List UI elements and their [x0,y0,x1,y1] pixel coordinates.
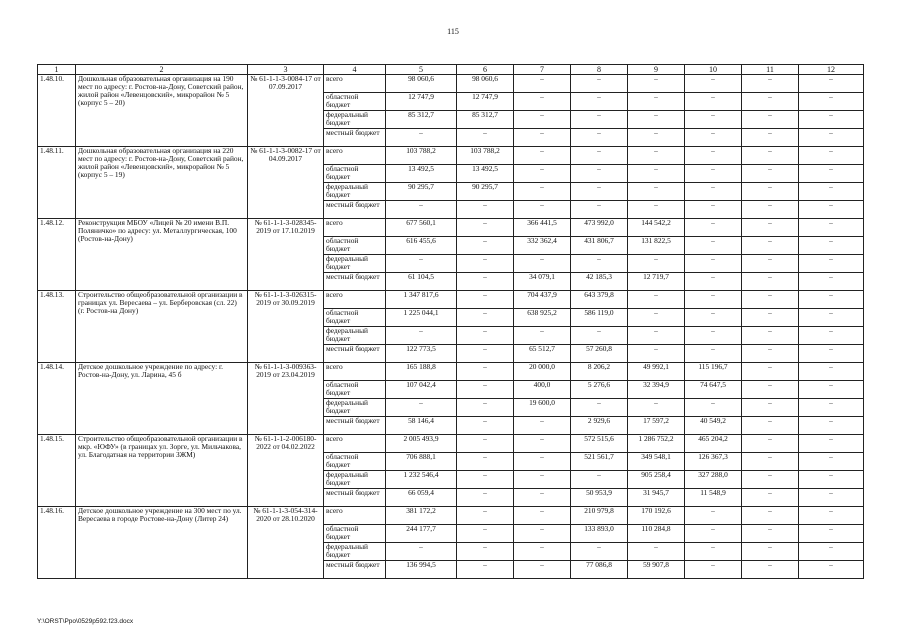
value-cell: – [571,183,628,201]
column-header: 2 [76,65,248,75]
value-cell: – [799,147,864,165]
value-cell: – [799,381,864,399]
column-header: 5 [386,65,457,75]
column-header: 9 [628,65,685,75]
value-cell: – [571,543,628,561]
funding-source: областной бюджет [324,381,386,399]
value-cell: – [685,291,742,309]
value-cell: 170 192,6 [628,507,685,525]
value-cell: – [386,399,457,417]
value-cell: – [571,201,628,219]
value-cell: 1 225 044,1 [386,309,457,327]
value-cell: 1 347 817,6 [386,291,457,309]
value-cell: 32 394,9 [628,381,685,399]
value-cell: – [571,75,628,93]
value-cell: 122 773,5 [386,345,457,363]
value-cell: – [628,291,685,309]
entry-name: Строительство общеобразовательной организации в границах ул. Вересаева – ул. Берберовская (сл. 22) (г. Ростов-на Дону) [76,291,248,363]
value-cell: – [799,111,864,129]
value-cell: 2 005 493,9 [386,435,457,453]
value-cell: – [685,309,742,327]
value-cell: – [457,237,514,255]
value-cell: – [628,255,685,273]
value-cell: – [457,507,514,525]
value-cell: 210 979,8 [571,507,628,525]
funding-source: федеральный бюджет [324,471,386,489]
entry-name: Реконструкция МБОУ «Лицей № 20 имени В.П. Поляничко» по адресу: ул. Металлургическая, 100 (Ростов-на-Дону) [76,219,248,291]
value-cell: 465 204,2 [685,435,742,453]
value-cell: – [628,147,685,165]
entry-name: Дошкольная образовательная организация на 220 мест по адресу: г. Ростов-на-Дону, Советский район, жилой район «Левенцовский», микрорайон № 5 (корпус 5 – 19) [76,147,248,219]
value-cell: – [742,237,799,255]
value-cell: – [628,93,685,111]
value-cell: 115 196,7 [685,363,742,381]
value-cell: – [799,201,864,219]
value-cell: 107 042,4 [386,381,457,399]
value-cell: – [685,75,742,93]
funding-source: всего [324,75,386,93]
value-cell: – [799,507,864,525]
value-cell: 5 276,6 [571,381,628,399]
value-cell: – [742,417,799,435]
column-header: 8 [571,65,628,75]
value-cell: 706 888,1 [386,453,457,471]
value-cell: 50 953,9 [571,489,628,507]
value-cell: – [628,201,685,219]
value-cell: – [457,525,514,543]
value-cell: – [685,165,742,183]
value-cell: – [799,471,864,489]
value-cell: 586 119,0 [571,309,628,327]
value-cell: – [742,471,799,489]
funding-source: областной бюджет [324,93,386,111]
entry-document: № 61-1-1-3-026315-2019 от 30.09.2019 [248,291,324,363]
value-cell: 66 059,4 [386,489,457,507]
value-cell: 638 925,2 [514,309,571,327]
value-cell: – [685,129,742,147]
value-cell: 98 060,6 [386,75,457,93]
value-cell: 58 146,4 [386,417,457,435]
value-cell: – [742,435,799,453]
table-row [38,75,864,93]
footer-file-path: Y:\ORST\Ppo\0529p592.f23.docx [37,618,134,625]
value-cell: – [457,543,514,561]
value-cell: 400,0 [514,381,571,399]
value-cell: 19 600,0 [514,399,571,417]
value-cell: 31 945,7 [628,489,685,507]
value-cell: – [799,525,864,543]
value-cell: – [457,399,514,417]
value-cell: 77 086,8 [571,561,628,579]
value-cell: 49 992,1 [628,363,685,381]
value-cell: – [685,525,742,543]
funding-source: областной бюджет [324,525,386,543]
value-cell: – [386,327,457,345]
value-cell: – [742,147,799,165]
column-header: 10 [685,65,742,75]
value-cell: – [742,453,799,471]
funding-source: федеральный бюджет [324,543,386,561]
value-cell: – [742,165,799,183]
value-cell: 133 893,0 [571,525,628,543]
header-row [38,65,864,75]
value-cell: – [799,309,864,327]
value-cell: 521 561,7 [571,453,628,471]
funding-source: всего [324,219,386,237]
value-cell: – [628,345,685,363]
value-cell: – [457,417,514,435]
funding-source: федеральный бюджет [324,399,386,417]
value-cell: – [571,327,628,345]
value-cell: – [514,111,571,129]
funding-source: федеральный бюджет [324,111,386,129]
value-cell: – [685,255,742,273]
value-cell: – [799,345,864,363]
value-cell: 905 258,4 [628,471,685,489]
value-cell: – [514,489,571,507]
funding-source: областной бюджет [324,309,386,327]
table-row [38,147,864,165]
value-cell: – [742,309,799,327]
value-cell: – [799,363,864,381]
value-cell: – [457,129,514,147]
value-cell: – [742,399,799,417]
value-cell: – [514,165,571,183]
value-cell: – [742,363,799,381]
value-cell: – [799,129,864,147]
value-cell: – [799,255,864,273]
column-header: 4 [324,65,386,75]
value-cell: – [514,525,571,543]
value-cell: 61 104,5 [386,273,457,291]
value-cell: – [799,543,864,561]
value-cell: – [457,489,514,507]
funding-source: областной бюджет [324,165,386,183]
funding-source: местный бюджет [324,201,386,219]
value-cell: – [514,201,571,219]
value-cell: – [628,543,685,561]
value-cell: – [685,327,742,345]
value-cell: – [457,381,514,399]
entry-number: 1.48.16. [38,507,76,579]
value-cell: 110 284,8 [628,525,685,543]
entry-number: 1.48.10. [38,75,76,147]
column-header: 12 [799,65,864,75]
value-cell: 57 260,8 [571,345,628,363]
value-cell: – [742,219,799,237]
value-cell: – [514,435,571,453]
value-cell: 165 188,8 [386,363,457,381]
value-cell: – [386,255,457,273]
value-cell: – [685,237,742,255]
value-cell: – [799,489,864,507]
value-cell: – [571,93,628,111]
entry-document: № 61-1-1-3-0082-17 от 04.09.2017 [248,147,324,219]
value-cell: – [742,129,799,147]
value-cell: – [457,561,514,579]
value-cell: – [799,273,864,291]
value-cell: 12 747,9 [386,93,457,111]
value-cell: 643 379,8 [571,291,628,309]
value-cell: – [514,327,571,345]
value-cell: 349 548,1 [628,453,685,471]
value-cell: – [457,435,514,453]
entry-document: № 61-1-1-3-0084-17 от 07.09.2017 [248,75,324,147]
value-cell: 1 232 546,4 [386,471,457,489]
value-cell: – [628,399,685,417]
column-header: 7 [514,65,571,75]
value-cell: – [514,93,571,111]
value-cell: – [571,147,628,165]
table-row [38,507,864,525]
value-cell: – [685,111,742,129]
value-cell: 90 295,7 [457,183,514,201]
value-cell: – [685,543,742,561]
column-header: 3 [248,65,324,75]
value-cell: 85 312,7 [457,111,514,129]
value-cell: – [514,255,571,273]
value-cell: – [457,219,514,237]
value-cell: – [799,75,864,93]
value-cell: – [457,255,514,273]
value-cell: 431 806,7 [571,237,628,255]
value-cell: 40 549,2 [685,417,742,435]
value-cell: – [457,309,514,327]
value-cell: 90 295,7 [386,183,457,201]
entry-number: 1.48.12. [38,219,76,291]
value-cell: – [514,471,571,489]
value-cell: 2 929,6 [571,417,628,435]
entry-document: № 61-1-1-3-054-314-2020 от 28.10.2020 [248,507,324,579]
value-cell: 74 647,5 [685,381,742,399]
entry-number: 1.48.11. [38,147,76,219]
value-cell: – [514,507,571,525]
value-cell: – [742,381,799,399]
value-cell: 42 185,3 [571,273,628,291]
value-cell: – [386,129,457,147]
table-row [38,363,864,381]
value-cell: 144 542,2 [628,219,685,237]
entry-document: № 61-1-1-2-006180-2022 от 04.02.2022 [248,435,324,507]
value-cell: 59 907,8 [628,561,685,579]
value-cell: – [685,147,742,165]
value-cell: – [799,453,864,471]
value-cell: – [799,237,864,255]
value-cell: – [742,93,799,111]
value-cell: – [628,327,685,345]
value-cell: – [457,327,514,345]
table-row [38,219,864,237]
value-cell: 98 060,6 [457,75,514,93]
column-header: 1 [38,65,76,75]
value-cell: – [628,129,685,147]
value-cell: 65 512,7 [514,345,571,363]
value-cell: – [742,273,799,291]
entry-name: Дошкольная образовательная организация на 190 мест по адресу: г. Ростов-на-Дону, Советский район, жилой район «Левенцовский», микрорайон № 5 (корпус 5 – 20) [76,75,248,147]
value-cell: 20 000,0 [514,363,571,381]
funding-source: федеральный бюджет [324,183,386,201]
value-cell: – [685,561,742,579]
value-cell: – [628,165,685,183]
value-cell: – [514,543,571,561]
entry-name: Детское дошкольное учреждение по адресу: г. Ростов-на-Дону, ул. Ларина, 45 б [76,363,248,435]
value-cell: – [799,165,864,183]
value-cell: – [457,273,514,291]
value-cell: – [799,399,864,417]
value-cell: 616 455,6 [386,237,457,255]
value-cell: 677 560,1 [386,219,457,237]
funding-source: всего [324,147,386,165]
value-cell: – [685,93,742,111]
value-cell: – [514,561,571,579]
value-cell: – [799,291,864,309]
funding-source: федеральный бюджет [324,255,386,273]
funding-source: всего [324,435,386,453]
value-cell: – [457,291,514,309]
value-cell: – [799,561,864,579]
value-cell: 103 788,2 [457,147,514,165]
value-cell: – [742,543,799,561]
funding-source: федеральный бюджет [324,327,386,345]
value-cell: – [628,111,685,129]
value-cell: – [742,345,799,363]
value-cell: – [742,201,799,219]
value-cell: – [685,345,742,363]
value-cell: – [799,417,864,435]
table-row [38,291,864,309]
value-cell: – [742,111,799,129]
funding-source: областной бюджет [324,237,386,255]
value-cell: – [742,75,799,93]
entry-number: 1.48.13. [38,291,76,363]
value-cell: – [742,507,799,525]
entry-number: 1.48.14. [38,363,76,435]
value-cell: – [799,183,864,201]
value-cell: – [514,453,571,471]
value-cell: 11 548,9 [685,489,742,507]
value-cell: – [571,255,628,273]
value-cell: – [514,183,571,201]
value-cell: – [571,129,628,147]
value-cell: 17 597,2 [628,417,685,435]
value-cell: – [685,183,742,201]
value-cell: – [685,201,742,219]
funding-source: местный бюджет [324,489,386,507]
value-cell: – [742,255,799,273]
value-cell: 327 288,0 [685,471,742,489]
funding-source: областной бюджет [324,453,386,471]
funding-source: местный бюджет [324,561,386,579]
value-cell: 1 286 752,2 [628,435,685,453]
value-cell: 126 367,3 [685,453,742,471]
value-cell: 704 437,9 [514,291,571,309]
value-cell: 131 822,5 [628,237,685,255]
value-cell: – [571,165,628,183]
page-number: 115 [447,27,459,36]
value-cell: 381 172,2 [386,507,457,525]
value-cell: 332 362,4 [514,237,571,255]
table-body [38,75,864,579]
value-cell: – [514,147,571,165]
value-cell: – [742,489,799,507]
value-cell: 13 492,5 [457,165,514,183]
entry-name: Детское дошкольное учреждение на 300 мест по ул. Вересаева в городе Ростове-на-Дону (Литер 24) [76,507,248,579]
value-cell: – [628,75,685,93]
value-cell: – [685,273,742,291]
investment-table [37,64,864,579]
entry-name: Строительство общеобразовательной организации в мкр. «ЮФУ» (в границах ул. Зорге, ул. Мильчакова, ул. Благодатная на территории ЗЖМ) [76,435,248,507]
value-cell: – [386,201,457,219]
column-header: 11 [742,65,799,75]
value-cell: – [457,363,514,381]
entry-document: № 61-1-1-3-028345-2019 от 17.10.2019 [248,219,324,291]
funding-source: местный бюджет [324,417,386,435]
funding-source: местный бюджет [324,345,386,363]
value-cell: 473 992,0 [571,219,628,237]
value-cell: – [799,327,864,345]
value-cell: – [457,201,514,219]
value-cell: – [799,435,864,453]
funding-source: всего [324,363,386,381]
value-cell: – [628,309,685,327]
value-cell: – [571,111,628,129]
value-cell: – [742,327,799,345]
value-cell: – [514,75,571,93]
value-cell: 12 747,9 [457,93,514,111]
value-cell: – [742,291,799,309]
value-cell: 572 515,6 [571,435,628,453]
value-cell: 8 206,2 [571,363,628,381]
value-cell: – [799,93,864,111]
value-cell: – [571,399,628,417]
value-cell: – [742,183,799,201]
value-cell: – [514,129,571,147]
value-cell: – [457,345,514,363]
funding-source: местный бюджет [324,273,386,291]
entry-number: 1.48.15. [38,435,76,507]
entry-document: № 61-1-1-3-009363-2019 от 23.04.2019 [248,363,324,435]
value-cell: 85 312,7 [386,111,457,129]
value-cell: – [514,417,571,435]
value-cell: – [685,399,742,417]
value-cell: – [742,561,799,579]
value-cell: 366 441,5 [514,219,571,237]
value-cell: 34 079,1 [514,273,571,291]
value-cell: – [628,183,685,201]
value-cell: 12 719,7 [628,273,685,291]
value-cell: – [457,471,514,489]
value-cell: 244 177,7 [386,525,457,543]
table-row [38,435,864,453]
funding-source: всего [324,507,386,525]
value-cell: – [457,453,514,471]
value-cell: 13 492,5 [386,165,457,183]
value-cell: 136 994,5 [386,561,457,579]
column-header: 6 [457,65,514,75]
funding-source: местный бюджет [324,129,386,147]
funding-source: всего [324,291,386,309]
value-cell: 103 788,2 [386,147,457,165]
value-cell: – [742,525,799,543]
value-cell: – [799,219,864,237]
value-cell: – [685,507,742,525]
value-cell: – [386,543,457,561]
value-cell: – [571,471,628,489]
value-cell: – [685,219,742,237]
